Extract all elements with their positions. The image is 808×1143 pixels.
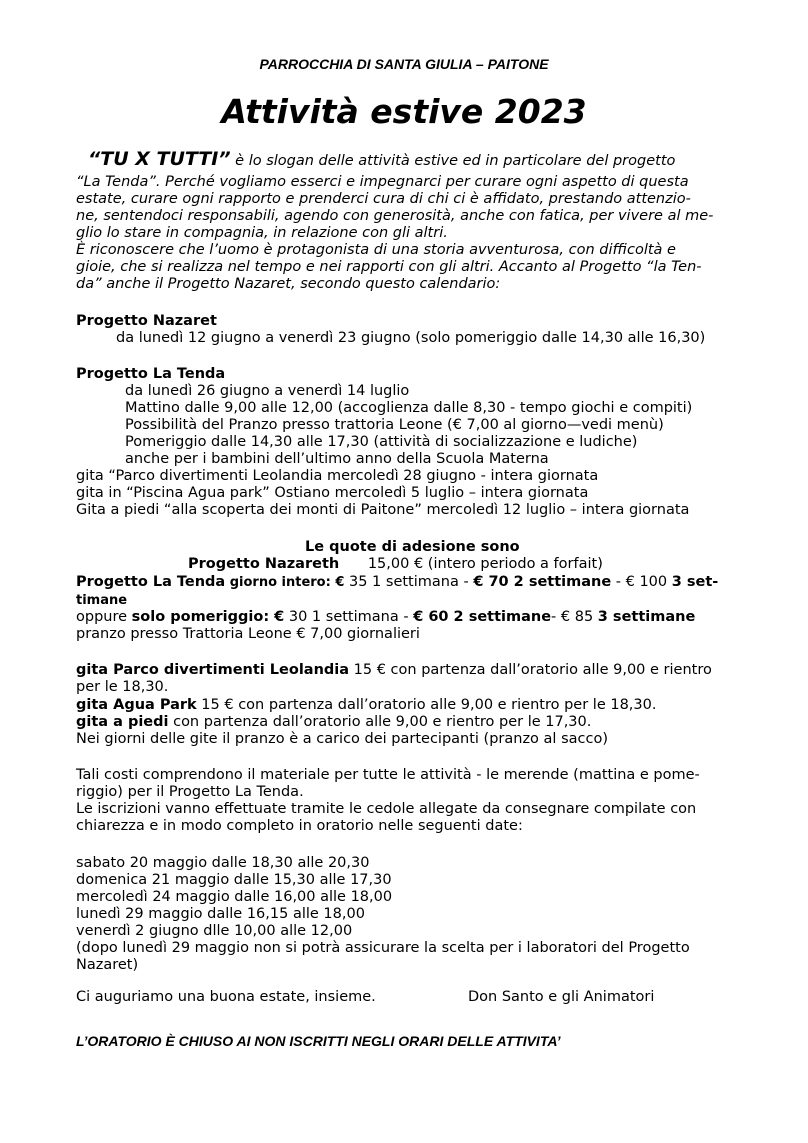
quote-nazaret-label: Progetto Nazareth — [188, 556, 340, 572]
gite-note: Nei giorni delle gite il pranzo è a carico dei partecipanti (pranzo al sacco) — [76, 731, 608, 747]
intro-text-1: è lo slogan delle attività estive ed in particolare del progetto — [230, 153, 676, 169]
parish-header: PARROCCHIA DI SANTA GIULIA – PAITONE — [259, 56, 549, 72]
tenda-item: Possibilità del Pranzo presso trattoria Leone (€ 7,00 al giorno—vedi menù) — [125, 417, 664, 433]
intro-line-5: glio lo stare in compagnia, in relazione con gli altri. — [76, 225, 448, 241]
page-title: Attività estive 2023 — [221, 92, 587, 131]
registration-date: domenica 21 maggio dalle 15,30 alle 17,30 — [76, 872, 392, 888]
closing-greeting: Ci auguriamo una buona estate, insieme. — [76, 989, 376, 1005]
nazaret-heading: Progetto Nazaret — [76, 313, 217, 329]
quote-half-label: solo pomeriggio: € — [131, 609, 285, 625]
quote-half-2: € 60 2 settimane — [413, 609, 552, 625]
quote-full-label: giorno intero: € — [225, 575, 345, 590]
quote-half-3a: - € 85 — [551, 609, 598, 625]
quote-full-1: 35 1 settimana - — [344, 574, 474, 590]
gita-agua-text: 15 € con partenza dall’oratorio alle 9,00 e rientro per le 18,30. — [196, 697, 657, 713]
tenda-item: da lunedì 26 giugno a venerdì 14 luglio — [125, 383, 410, 399]
intro-line-2: “La Tenda”. Perché vogliamo esserci e impegnarci per curare ogni aspetto di questa — [76, 174, 689, 190]
quote-tenda-half — [76, 609, 695, 626]
quote-tenda-label: Progetto La Tenda — [76, 574, 226, 590]
quote-nazaret-price: 15,00 € (intero periodo a forfait) — [367, 556, 603, 572]
tenda-item: Mattino dalle 9,00 alle 12,00 (accoglienza dalle 8,30 - tempo giochi e compiti) — [125, 400, 693, 416]
quote-half-1: 30 1 settimana - — [284, 609, 414, 625]
quote-full-2: € 70 2 settimane — [473, 574, 612, 590]
gita-piedi-label: gita a piedi — [76, 714, 169, 730]
costs-line: chiarezza e in modo completo in oratorio nelle seguenti date: — [76, 818, 523, 834]
tenda-item: anche per i bambini dell’ultimo anno della Scuola Materna — [125, 451, 549, 467]
registration-date: mercoledì 24 maggio dalle 16,00 alle 18,00 — [76, 889, 393, 905]
tenda-trip: Gita a piedi “alla scoperta dei monti di Paitone” mercoledì 12 luglio – intera giornata — [76, 502, 690, 518]
dates-note: (dopo lunedì 29 maggio non si potrà assicurare la scelta per i laboratori del Progetto — [76, 940, 690, 956]
quote-half-prefix: oppure — [76, 609, 132, 625]
quote-full-3c: timane — [76, 593, 128, 608]
costs-line: Tali costi comprendono il materiale per tutte le attività - le merende (mattina e pome- — [76, 767, 700, 783]
gita-agua-label: gita Agua Park — [76, 697, 197, 713]
quote-full-3a: - € 100 — [611, 574, 672, 590]
intro-line-8: da” anche il Progetto Nazaret, secondo questo calendario: — [76, 276, 501, 292]
intro-line-1 — [88, 148, 676, 170]
costs-line: Le iscrizioni vanno effettuate tramite le cedole allegate da consegnare compilate con — [76, 801, 697, 817]
intro-line-3: estate, curare ogni rapporto e prenderci cura di chi ci è affidato, prestando attenzio- — [76, 191, 691, 207]
quote-half-3b: 3 settimane — [597, 609, 696, 625]
tenda-trip: gita “Parco divertimenti Leolandia mercoledì 28 giugno - intera giornata — [76, 468, 599, 484]
slogan: “TU X TUTTI” — [88, 148, 231, 170]
quote-full-3b: 3 set- — [671, 574, 719, 590]
tenda-heading: Progetto La Tenda — [76, 366, 226, 382]
registration-date: venerdì 2 giugno dlle 10,00 alle 12,00 — [76, 923, 353, 939]
intro-line-6: È riconoscere che l’uomo è protagonista di una storia avventurosa, con difficoltà e — [76, 242, 676, 258]
quote-lunch: pranzo presso Trattoria Leone € 7,00 giornalieri — [76, 626, 420, 642]
gita-leolandia-text: 15 € con partenza dall’oratorio alle 9,00 e rientro — [349, 662, 712, 678]
tenda-trip: gita in “Piscina Agua park” Ostiano mercoledì 5 luglio – intera giornata — [76, 485, 589, 501]
quote-nazaret — [188, 556, 603, 573]
gita-leolandia-label: gita Parco divertimenti Leolandia — [76, 662, 350, 678]
intro-line-4: ne, sentendoci responsabili, agendo con generosità, anche con fatica, per vivere al me- — [76, 208, 714, 224]
nazaret-dates: da lunedì 12 giugno a venerdì 23 giugno (solo pomeriggio dalle 14,30 alle 16,30) — [116, 330, 706, 346]
registration-date: sabato 20 maggio dalle 18,30 alle 20,30 — [76, 855, 370, 871]
registration-date: lunedì 29 maggio dalle 16,15 alle 18,00 — [76, 906, 365, 922]
costs-line: riggio) per il Progetto La Tenda. — [76, 784, 304, 800]
quotes-heading: Le quote di adesione sono — [305, 539, 520, 555]
signature: Don Santo e gli Animatori — [468, 989, 655, 1005]
gita-agua — [76, 697, 656, 714]
intro-line-7: gioie, che si realizza nel tempo e nei rapporti con gli altri. Accanto al Progetto “la Ten- — [76, 259, 702, 275]
tenda-item: Pomeriggio dalle 14,30 alle 17,30 (attività di socializzazione e ludiche) — [125, 434, 638, 450]
gita-leolandia-2: per le 18,30. — [76, 679, 169, 695]
gita-piedi — [76, 714, 591, 731]
quote-tenda-full — [76, 574, 718, 591]
gita-piedi-text: con partenza dall’oratorio alle 9,00 e rientro per le 17,30. — [168, 714, 592, 730]
footer-notice: L’ORATORIO È CHIUSO AI NON ISCRITTI NEGLI ORARI DELLE ATTIVITA’ — [76, 1033, 561, 1049]
dates-note-2: Nazaret) — [76, 957, 139, 973]
gita-leolandia — [76, 662, 712, 679]
